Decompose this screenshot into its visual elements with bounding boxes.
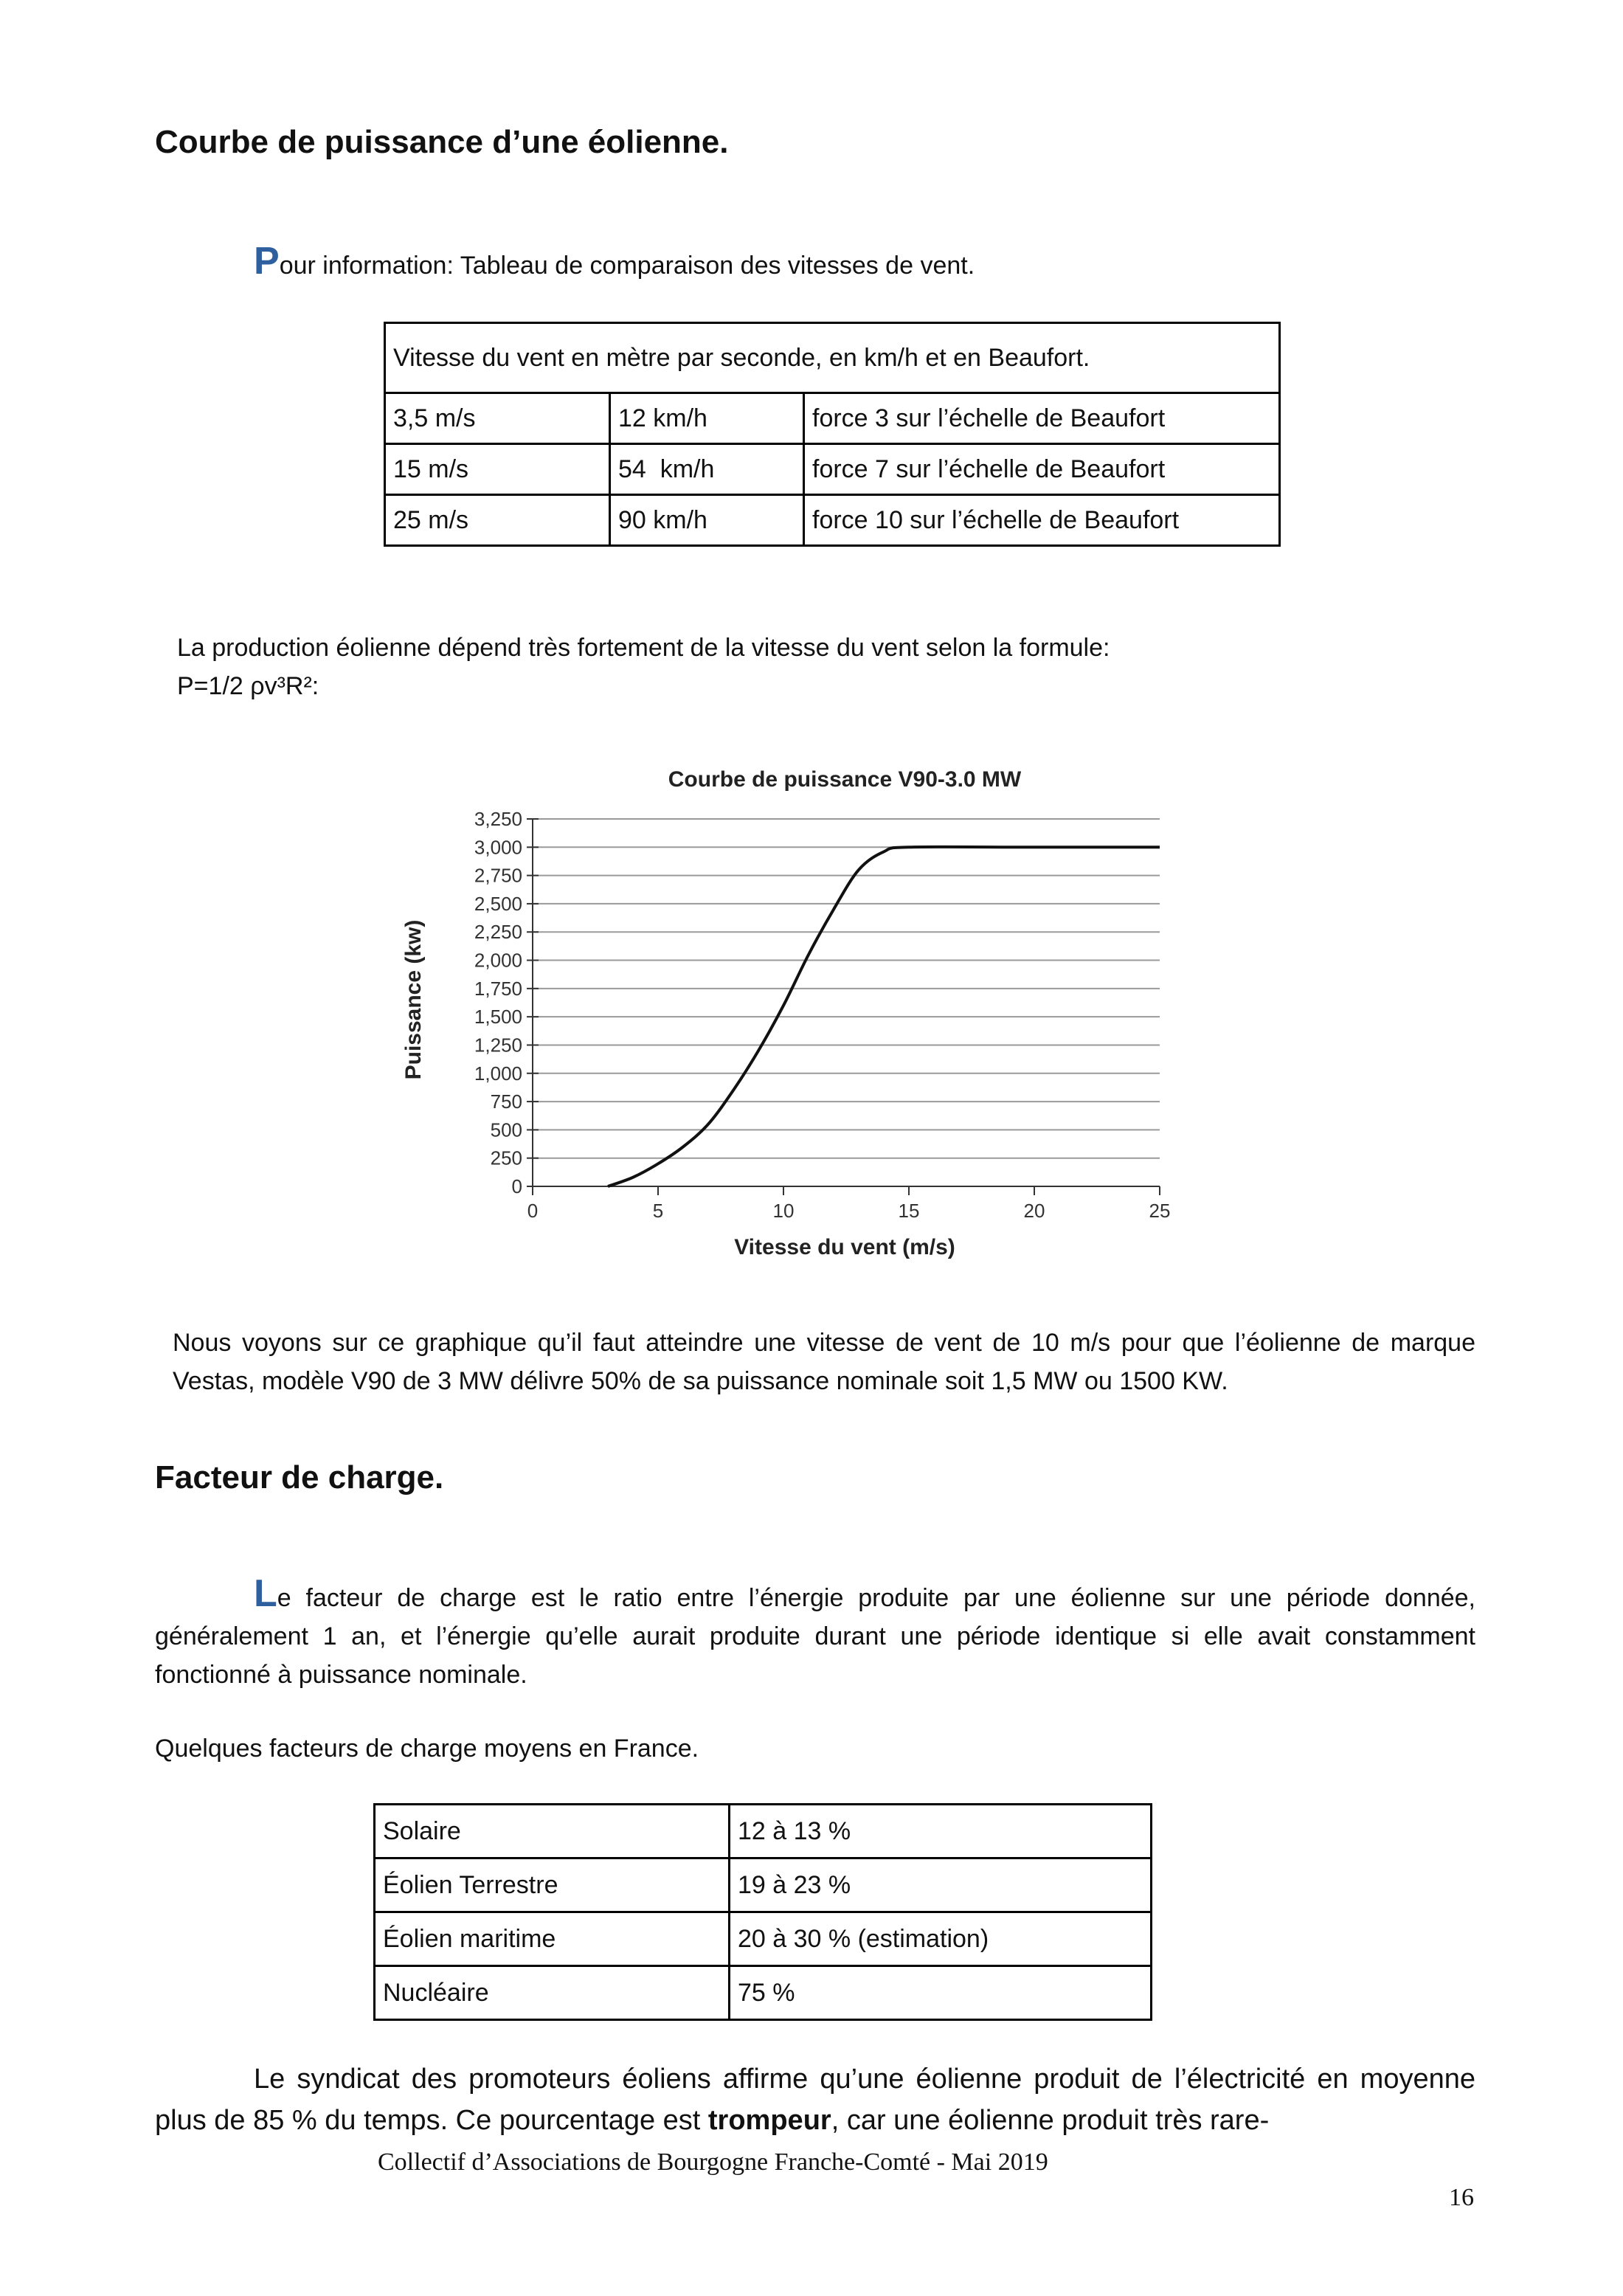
page-number: 16 [1449,2184,1474,2211]
table-cell: force 7 sur l’échelle de Beaufort [804,444,1280,495]
table-cell: Éolien maritime [375,1912,730,1966]
table-cell: Nucléaire [375,1966,730,2020]
y-tick-label: 250 [490,1147,522,1169]
x-tick-label: 15 [898,1200,920,1222]
load-factor-intro: Quelques facteurs de charge moyens en France. [155,1735,699,1763]
y-tick-label: 1,250 [474,1034,522,1057]
formula-intro: La production éolienne dépend très fortement de la vitesse du vent selon la formule: [177,634,1110,662]
table-header-row [385,323,1280,393]
y-axis-ticks [474,808,539,1197]
dropcap: P [254,240,280,283]
table-row [375,1858,1152,1912]
info-text: our information: Tableau de comparaison des vitesses de vent. [279,252,975,280]
table-row [385,444,1280,495]
paragraph-text: , car une éolienne produit très rare- [831,2105,1270,2136]
emphasis-word: trompeur [707,2105,831,2136]
info-line [254,242,975,285]
y-tick-label: 500 [490,1118,522,1141]
paragraph-text: Le syndicat des promoteurs éoliens affirme qu’une éolienne produit de l’électricité en moyenne plus de 85 % du temps. Ce pourcentage est [155,2064,1475,2136]
y-tick-label: 1,000 [474,1062,522,1085]
definition-text: e facteur de charge est le ratio entre l’énergie produite par une éolienne sur une période donnée, généralement 1 an, et l’énergie qu’elle aurait produite durant une période identique si elle avait constamment fonctionné à puissance nominale. [155,1584,1475,1689]
table-cell: Éolien Terrestre [375,1858,730,1912]
power-curve-chart [369,745,1217,1276]
table-cell: 75 % [730,1966,1152,2020]
footer-text: Collectif d’Associations de Bourgogne Franche-Comté - Mai 2019 [378,2148,1048,2176]
last-paragraph [155,2058,1475,2141]
table-row [375,1912,1152,1966]
y-tick-label: 750 [490,1090,522,1113]
table-row [385,495,1280,546]
x-tick-label: 25 [1149,1200,1171,1222]
table-cell: 15 m/s [385,444,610,495]
table-cell: force 10 sur l’échelle de Beaufort [804,495,1280,546]
table-header-cell: Vitesse du vent en mètre par seconde, en km/h et en Beaufort. [385,323,1280,393]
y-tick-label: 2,250 [474,921,522,944]
table-cell: 3,5 m/s [385,393,610,444]
x-axis-label: Vitesse du vent (m/s) [734,1235,955,1259]
y-tick-label: 0 [511,1175,522,1197]
table-cell: Solaire [375,1805,730,1858]
y-tick-label: 3,000 [474,836,522,859]
x-tick-label: 5 [652,1200,664,1222]
table-row [385,393,1280,444]
dropcap: L [254,1572,277,1615]
y-axis-label: Puissance (kw) [401,919,426,1080]
x-tick-label: 10 [772,1200,795,1222]
table-cell: 12 km/h [610,393,804,444]
table-cell: 20 à 30 % (estimation) [730,1912,1152,1966]
chart-grid [533,819,1160,1158]
table-cell: 19 à 23 % [730,1858,1152,1912]
y-tick-label: 3,250 [474,808,522,830]
table-row [375,1966,1152,2020]
chart-comment: Nous voyons sur ce graphique qu’il faut atteindre une vitesse de vent de 10 m/s pour que l’éolienne de marque Vestas, modèle V90 de 3 MW délivre 50% de sa puissance nominale soit 1,5 MW ou 1500 KW. [173,1329,1475,1395]
formula: P=1/2 ρv³R²: [177,672,319,700]
x-tick-label: 20 [1023,1200,1045,1222]
y-tick-label: 1,750 [474,977,522,1000]
table-cell: 25 m/s [385,495,610,546]
table-row [375,1805,1152,1858]
chart-title: Courbe de puissance V90-3.0 MW [668,767,1022,792]
table-cell: 90 km/h [610,495,804,546]
y-tick-label: 2,000 [474,949,522,972]
section-heading-power-curve: Courbe de puissance d’une éolienne. [155,124,729,160]
section-heading-load-factor: Facteur de charge. [155,1459,444,1495]
load-factor-table [373,1803,1152,2021]
y-tick-label: 2,500 [474,892,522,915]
x-axis-ticks [527,1186,1171,1222]
load-factor-definition [155,1574,1475,1694]
x-tick-label: 0 [527,1200,539,1222]
y-tick-label: 1,500 [474,1006,522,1028]
wind-speed-table [384,322,1281,547]
y-tick-label: 2,750 [474,864,522,887]
table-cell: 54 km/h [610,444,804,495]
table-cell: 12 à 13 % [730,1805,1152,1858]
table-cell: force 3 sur l’échelle de Beaufort [804,393,1280,444]
